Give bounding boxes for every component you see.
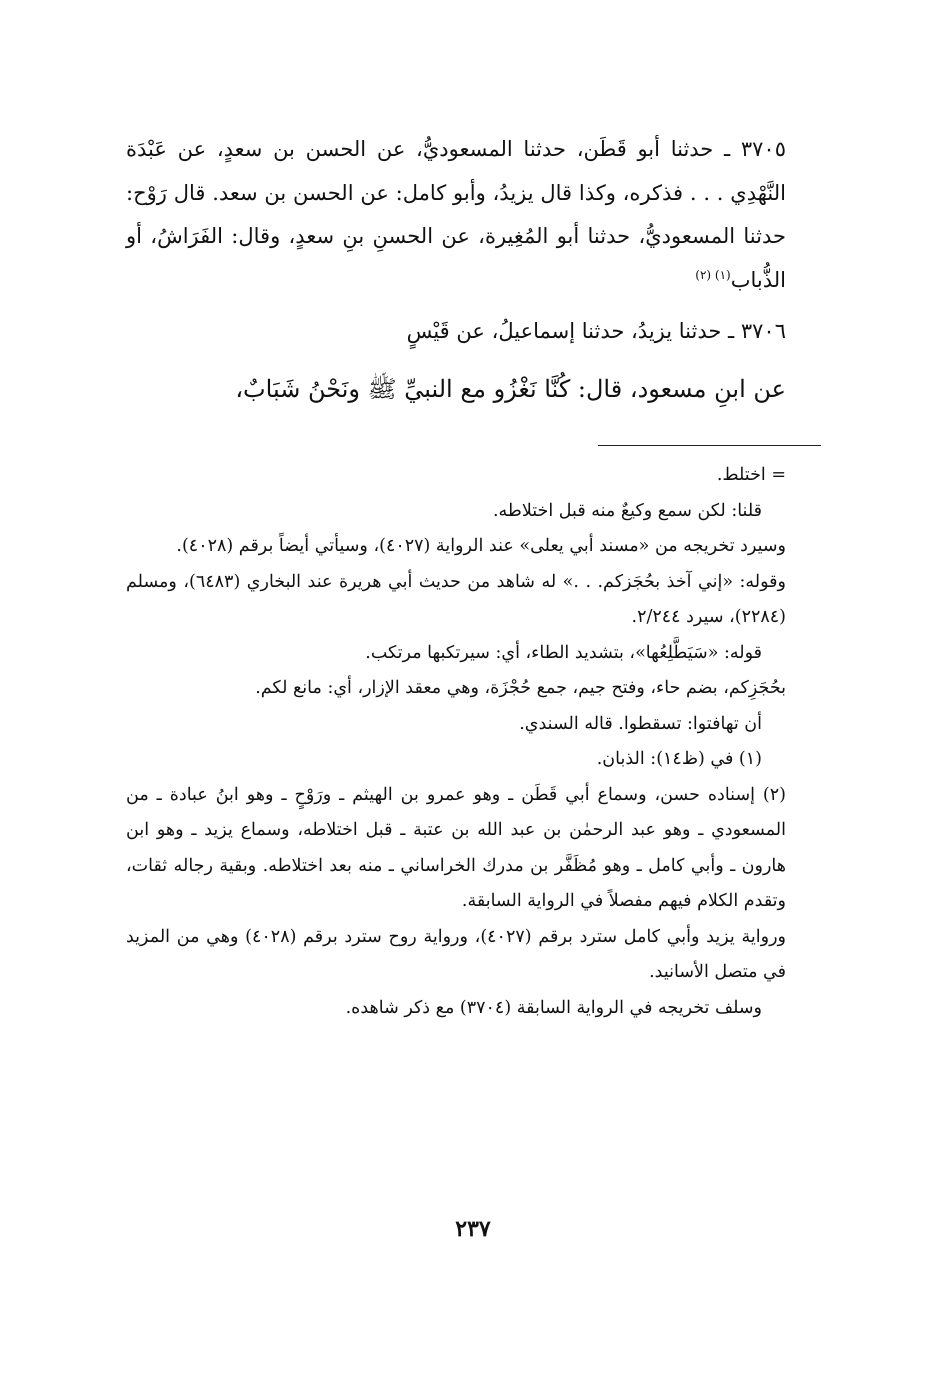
footnote-markers: (١) (٢): [695, 267, 731, 282]
footnote-line: وقوله: «إني آخذ بحُجَزكم. . .» له شاهد من حديث أبي هريرة عند البخاري (٦٤٨٣)، ومسلم (٢٢٨٤)، سيرد ٢/٢٤٤.: [126, 571, 786, 627]
footnote-separator: [598, 445, 821, 446]
footnote-line: أن تهافتوا: تسقطوا. قاله السندي.: [519, 713, 762, 734]
hadith-3706-matn: عن ابنِ مسعود، قال: كُنَّا نَغْزُو مع النبيِّ ﷺ ونَحْنُ شَبَابٌ،: [235, 374, 786, 403]
footnote-line: وسلف تخريجه في الرواية السابقة (٣٧٠٤) مع ذكر شاهده.: [345, 997, 762, 1018]
footnote-line: = اختلط.: [716, 465, 786, 485]
main-text: [126, 128, 786, 411]
hadith-3706-isnad: ٣٧٠٦ ـ حدثنا يزيدُ، حدثنا إسماعيلُ، عن قَيْسٍ: [406, 319, 786, 343]
hadith-3705: [126, 128, 786, 302]
footnote-line: قلنا: لكن سمع وكيعٌ منه قبل اختلاطه.: [492, 500, 762, 521]
hadith-3705-text: ٣٧٠٥ ـ حدثنا أبو قَطَن، حدثنا المسعوديُّ، عن الحسن بن سعدٍ، عن عَبْدَة النَّهْدِي . . . فذكره، وكذا قال يزيدُ، وأبو كامل: عن الحسن بن سعد. قال رَوْح: حدثنا المسعوديُّ، حدثنا أبو المُغِيرة، عن الحسنِ بنِ سعدٍ، وقال: الفَرَاشُ، أو الذُّباب: [126, 137, 786, 292]
page-number: ٢٣٧: [455, 1216, 491, 1242]
footnote-line: ورواية يزيد وأبي كامل سترد برقم (٤٠٢٧)، ورواية روح سترد برقم (٤٠٢٨) وهي من المزيد في متصل الأسانيد.: [126, 926, 787, 982]
footnote-1: (١) في (ظ١٤): الذبان.: [596, 749, 762, 769]
footnote-line: بحُجَزِكم، بضم حاء، وفتح جيم، جمع حُجْزَة، وهي معقد الإزار، أي: مانع لكم.: [255, 678, 786, 698]
footnote-line: وسيرد تخريجه من «مسند أبي يعلى» عند الرواية (٤٠٢٧)، وسيأتي أيضاً برقم (٤٠٢٨).: [176, 536, 786, 556]
footnote-2: (٢) إسناده حسن، وسماع أبي قَطَن ـ وهو عمرو بن الهيثم ـ ورَوْحٍ ـ وهو ابنُ عبادة ـ من المسعودي ـ وهو عبد الرحمٰن بن عبد الله بن عتبة ـ قبل اختلاطه، وسماع يزيد ـ وهو ابن هارون ـ وأبي كامل ـ وهو مُظَفَّر بن مدرك الخراساني ـ منه بعد اختلاطه. وبقية رجاله ثقات، وتقدم الكلام فيهم مفصلاً في الرواية السابقة.: [126, 784, 786, 911]
footnotes: [126, 458, 786, 1026]
footnote-line: قوله: «سَيَطَّلِعُها»، بتشديد الطاء، أي: سيرتكبها مرتكب.: [365, 642, 762, 663]
